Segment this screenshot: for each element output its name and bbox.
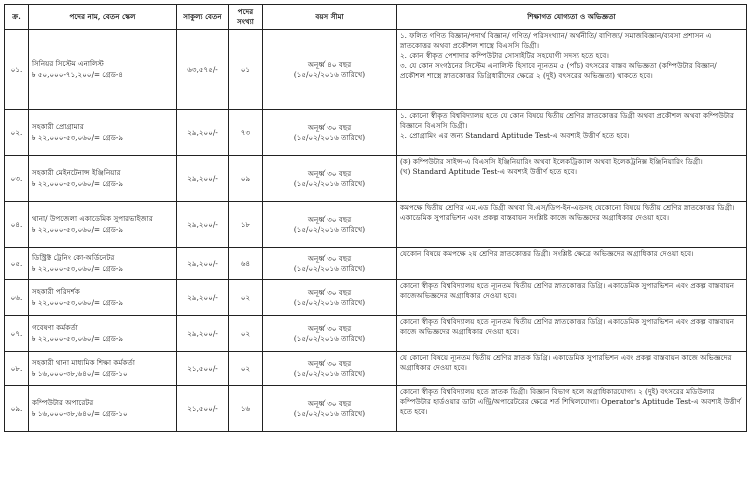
total-pay-cell: ২১,৫০০/- (177, 386, 229, 432)
age-limit: অনূর্ধ্ব ৩০ বছর (307, 398, 352, 408)
header-serial: ক্র. (5, 5, 29, 30)
table-row (5, 110, 747, 156)
header-total-pay: সাকুল্য বেতন (177, 5, 229, 30)
serial-cell: ০৩. (5, 156, 29, 202)
post-cell (29, 248, 177, 280)
post-name: সহকারী প্রোগ্রামার (32, 122, 84, 131)
total-pay-cell: ৬৩,৫৭৫/- (177, 30, 229, 110)
age-cell (263, 30, 397, 110)
post-name: কম্পিউটার অপারেটর (32, 398, 94, 407)
total-pay-cell: ২৯,২০০/- (177, 280, 229, 316)
post-cell (29, 202, 177, 248)
post-count-cell: ১৮ (229, 202, 263, 248)
table-row (5, 316, 747, 352)
header-post-scale: পদের নাম, বেতন স্কেল (29, 5, 177, 30)
age-reference-date: (১৫/০২/২০১৬ তারিখে) (293, 178, 366, 188)
serial-cell: ০৪. (5, 202, 29, 248)
post-count-cell: ০২ (229, 352, 263, 386)
job-posts-table (4, 4, 747, 432)
table-row (5, 202, 747, 248)
age-cell (263, 280, 397, 316)
post-cell (29, 110, 177, 156)
post-name: সিনিয়র সিস্টেম এনালিস্ট (32, 59, 104, 68)
qualification-cell (397, 110, 747, 156)
post-count-cell: ৭৩ (229, 110, 263, 156)
serial-cell: ০৭. (5, 316, 29, 352)
table-row (5, 156, 747, 202)
qualification-cell (397, 30, 747, 110)
post-name: সহকারী থানা মাধ্যমিক শিক্ষা কর্মকর্তা (32, 358, 135, 367)
qualification-cell (397, 386, 747, 432)
post-count-cell: ১৬ (229, 386, 263, 432)
age-cell (263, 156, 397, 202)
post-name: গবেষণা কর্মকর্তা (32, 323, 78, 332)
post-cell (29, 280, 177, 316)
serial-cell: ০৬. (5, 280, 29, 316)
total-pay-cell: ২১,৫০০/- (177, 352, 229, 386)
age-cell (263, 352, 397, 386)
age-cell (263, 248, 397, 280)
qualification-line: ১. ফলিত গণিত বিজ্ঞান/পদার্থ বিজ্ঞান/ গণিত/ পরিসংখ্যান/ অর্থনীতি/ বাণিজ্য/ সমাজবিজ্ঞান/ব্যবসা প্রশাসন এ স্নাতকোত্তর অথবা প্রকৌশল শাস্ত্রে বিএসসি ডিগ্রী। (400, 31, 712, 50)
table-header-row (5, 5, 747, 30)
table-row (5, 280, 747, 316)
qualification-line: ৩. যে কোন সংগঠনের সিস্টেম এনালিস্ট হিসাবে ন্যূনতম ৫ (পাঁচ) বৎসরের বাস্তব অভিজ্ঞতা (কম্পিউটার বিজ্ঞান/ প্রকৌশল শাস্ত্রে স্নাতকোত্তর ডিগ্রিধারীদের ক্ষেত্রে ২ (দুই) বৎসরের অভিজ্ঞতা) থাকতে হবে। (400, 61, 717, 80)
age-limit: অনূর্ধ্ব ৩০ বছর (307, 122, 352, 132)
post-cell (29, 316, 177, 352)
qualification-cell (397, 248, 747, 280)
post-name: সহকারী পরিদর্শক (32, 287, 80, 296)
serial-cell: ০১. (5, 30, 29, 110)
post-count-cell: ০৯ (229, 156, 263, 202)
pay-scale: ৳ ১৬,০০০-৩৮,৬৪০/= গ্রেড-১০ (32, 409, 128, 418)
qualification-line: কোনো স্বীকৃত বিশ্ববিদ্যালয় হতে ন্যূনতম দ্বিতীয় শ্রেণির স্নাতকোত্তর ডিগ্রি। একাডেমিক সুপারভিশন এবং প্রকল্প বাস্তবায়ন কাজে অভিজ্ঞদের অগ্রাধিকার দেওয়া হবে। (400, 317, 735, 336)
age-cell (263, 110, 397, 156)
total-pay-cell: ২৯,২০০/- (177, 156, 229, 202)
age-reference-date: (১৫/০২/২০১৬ তারিখে) (293, 297, 366, 307)
qualification-cell (397, 352, 747, 386)
post-count-cell: ৬৪ (229, 248, 263, 280)
qualification-line: কোনো স্বীকৃত বিশ্ববিদ্যালয় হতে স্নাতক ডিগ্রী। বিজ্ঞান বিভাগ হলে অগ্রাধিকারযোগ্য। ২ (দুই) বৎসরের মডিউলার কম্পিউটার হার্ডওয়ার ডাটা এন্ট্রি/অপারেটরের ক্ষেত্রে শর্ত শিথিলযোগ্য। Operator's Aptitude Test-এ অবশ্যই উত্তীর্ণ হতে হবে। (400, 387, 741, 416)
qualification-cell (397, 280, 747, 316)
qualification-line: ২. প্রোগ্রামিং এর জন্য Standard Aptitude Test-এ অবশ্যই উত্তীর্ণ হতে হবে। (400, 131, 630, 140)
post-cell (29, 156, 177, 202)
age-reference-date: (১৫/০২/২০১৬ তারিখে) (293, 132, 366, 142)
age-reference-date: (১৫/০২/২০১৬ তারিখে) (293, 224, 366, 234)
qualification-line: কমপক্ষে দ্বিতীয় শ্রেণির এম.এড ডিগ্রী অথবা বি.এস/ডিপ-ইন-এডসহ যেকোনো বিষয়ে দ্বিতীয় শ্রেণির স্নাতকোত্তর ডিগ্রী। (400, 203, 735, 212)
serial-cell: ০২. (5, 110, 29, 156)
qualification-cell (397, 202, 747, 248)
pay-scale: ৳ ১৬,০০০-৩৮,৬৪০/= গ্রেড-১০ (32, 369, 128, 378)
table-row (5, 30, 747, 110)
post-cell (29, 386, 177, 432)
age-reference-date: (১৫/০২/২০১৬ তারিখে) (293, 408, 366, 418)
total-pay-cell: ২৯,২০০/- (177, 316, 229, 352)
qualification-line: একাডেমিক সুপারভিশন এবং প্রকল্প বাস্তবায়ন সংশ্লিষ্ট কাজে অভিজ্ঞদের অগ্রাধিকার দেওয়া হবে। (400, 213, 670, 222)
post-count-cell: ০১ (229, 30, 263, 110)
qualification-line: (ক) কম্পিউটার সাইন্স-এ বিএসসি ইঞ্জিনিয়ারিং অথবা ইলেকট্রিক্যাল অথবা ইলেকট্রনিক্স ইঞ্জিনিয়ারিং ডিগ্রী। (400, 157, 703, 166)
table-body (5, 30, 747, 432)
pay-scale: ৳ ২২,০০০-৫৩,০৬০/= গ্রেড-৯ (32, 298, 123, 307)
total-pay-cell: ২৯,২০০/- (177, 202, 229, 248)
post-count-cell: ০২ (229, 280, 263, 316)
post-name: সহকারী মেইনটেনান্স ইঞ্জিনিয়ার (32, 168, 121, 177)
age-reference-date: (১৫/০২/২০১৬ তারিখে) (293, 263, 366, 273)
serial-cell: ০৫. (5, 248, 29, 280)
age-cell (263, 316, 397, 352)
serial-cell: ০৮. (5, 352, 29, 386)
age-limit: অনূর্ধ্ব ৩০ বছর (307, 323, 352, 333)
post-count-cell: ০২ (229, 316, 263, 352)
table-row (5, 248, 747, 280)
age-cell (263, 202, 397, 248)
pay-scale: ৳ ২২,০০০-৫৩,০৬০/= গ্রেড-৯ (32, 133, 123, 142)
post-cell (29, 352, 177, 386)
age-limit: অনূর্ধ্ব ৪০ বছর (307, 59, 352, 69)
post-name: ডিস্ট্রিক্ট ট্রেনিং কো-অর্ডিনেটর (32, 253, 115, 262)
age-limit: অনূর্ধ্ব ৩০ বছর (307, 253, 352, 263)
qualification-cell (397, 156, 747, 202)
header-post-count: পদের সংখ্যা (229, 5, 263, 30)
age-reference-date: (১৫/০২/২০১৬ তারিখে) (293, 368, 366, 378)
post-cell (29, 30, 177, 110)
age-limit: অনূর্ধ্ব ৩০ বছর (307, 214, 352, 224)
total-pay-cell: ২৯,২০০/- (177, 248, 229, 280)
qualification-line: (খ) Standard Aptitude Test-এ অবশ্যই উত্তীর্ণ হতে হবে। (400, 167, 578, 176)
recruitment-notice-page (4, 4, 746, 476)
qualification-line: কোনো স্বীকৃত বিশ্ববিদ্যালয় হতে ন্যূনতম দ্বিতীয় শ্রেণির স্নাতকোত্তর ডিগ্রি। একাডেমিক সুপারভিশন এবং প্রকল্প বাস্তবায়ন কাজেঅভিজ্ঞদের অগ্রাধিকার দেওয়া হবে। (400, 281, 735, 300)
total-pay-cell: ২৯,২০০/- (177, 110, 229, 156)
serial-cell: ০৯. (5, 386, 29, 432)
table-row (5, 352, 747, 386)
age-reference-date: (১৫/০২/২০১৬ তারিখে) (293, 69, 366, 79)
age-limit: অনূর্ধ্ব ৩০ বছর (307, 287, 352, 297)
qualification-line: ১. কোনো স্বীকৃত বিশ্ববিদ্যালয় হতে যে কোন বিষয়ে দ্বিতীয় শ্রেণির স্নাতকোত্তর ডিগ্রী অথবা প্রকৌশল অথবা কম্পিউটার বিজ্ঞানে বিএসসি ডিগ্রী। (400, 111, 734, 130)
qualification-line: যে কোনো বিষয়ে ন্যূনতম দ্বিতীয় শ্রেণির স্নাতক ডিগ্রি। একাডেমিক সুপারভিশন এবং প্রকল্প বাস্তবায়ন কাজে অভিজ্ঞদের অগ্রাধিকার দেওয়া হবে। (400, 353, 732, 372)
header-qualification: শিক্ষাগত যোগ্যতা ও অভিজ্ঞতা (397, 5, 747, 30)
pay-scale: ৳ ২২,০০০-৫৩,০৬০/= গ্রেড-৯ (32, 225, 123, 234)
age-limit: অনূর্ধ্ব ৩০ বছর (307, 168, 352, 178)
qualification-line: যেকোন বিষয়ে কমপক্ষে ২য় শ্রেণির স্নাতকোত্তর ডিগ্রী। সংশ্লিষ্ট ক্ষেত্রে অভিজ্ঞদের অগ্রাধিকার দেওয়া হবে। (400, 249, 694, 258)
age-reference-date: (১৫/০২/২০১৬ তারিখে) (293, 333, 366, 343)
table-row (5, 386, 747, 432)
qualification-line: ২. কোন স্বীকৃত পেশাদার কম্পিউটার সোসাইটির সহযোগী সদস্য হতে হবে। (400, 51, 609, 60)
header-age-limit: বয়স সীমা (263, 5, 397, 30)
pay-scale: ৳ ২২,০০০-৫৩,০৬০/= গ্রেড-৯ (32, 334, 123, 343)
qualification-cell (397, 316, 747, 352)
age-limit: অনূর্ধ্ব ৩০ বছর (307, 358, 352, 368)
pay-scale: ৳ ২২,০০০-৫৩,০৬০/= গ্রেড-৯ (32, 264, 123, 273)
post-name: থানা/ উপজেলা একাডেমিক সুপারভাইজার (32, 214, 153, 223)
pay-scale: ৳ ২২,০০০-৫৩,০৬০/= গ্রেড-৯ (32, 179, 123, 188)
age-cell (263, 386, 397, 432)
pay-scale: ৳ ৫০,০০০-৭১,২০০/= গ্রেড-৪ (32, 70, 123, 79)
